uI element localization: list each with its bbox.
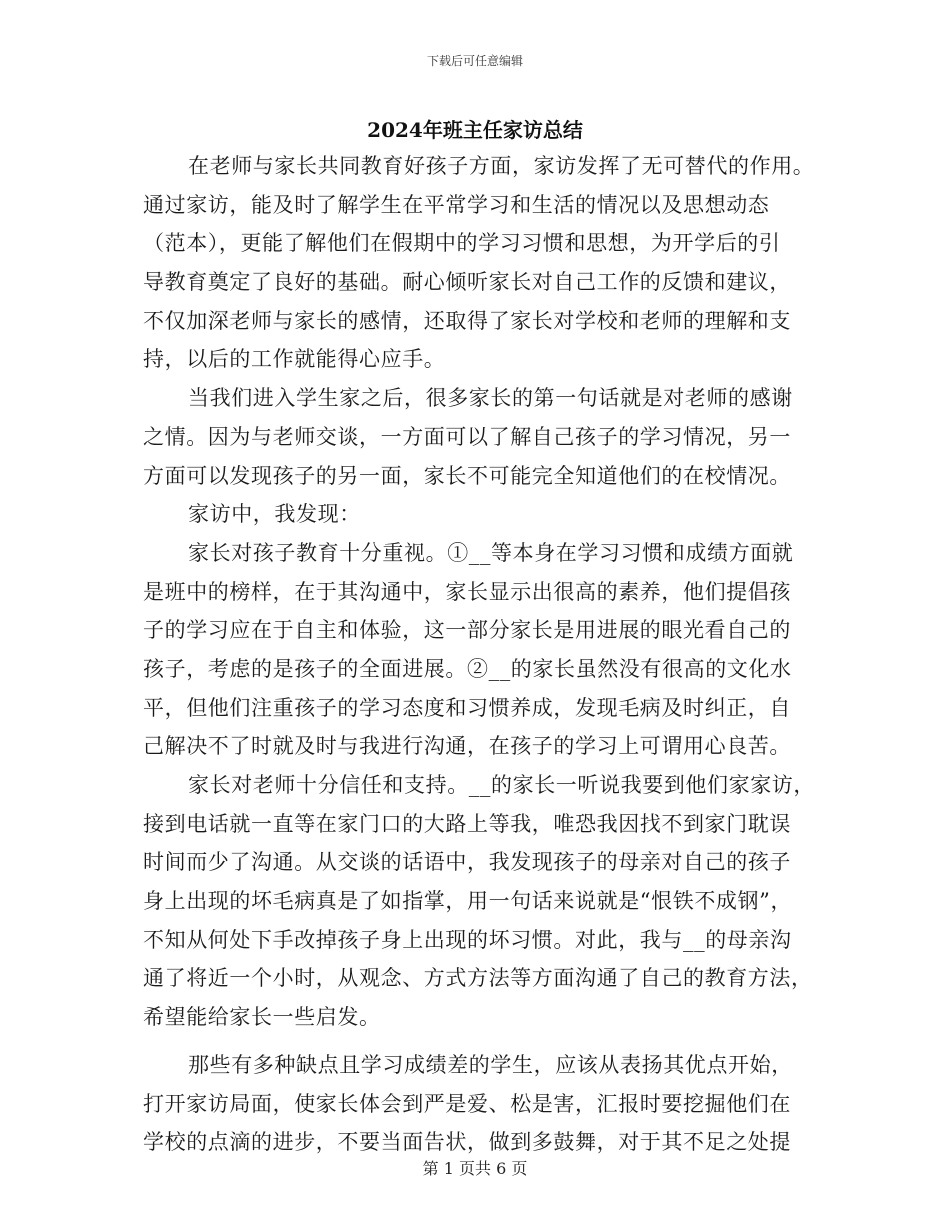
document-body [143,147,815,1162]
text-line: （范本），更能了解他们在假期中的学习习惯和思想，为开学后的引 [143,231,781,256]
text-line: 希望能给家长一些启发。 [143,1005,381,1030]
text-line: 通过家访，能及时了解学生在平常学习和生活的情况以及思想动态 [143,192,770,217]
text-line: 接到电话就一直等在家门口的大路上等我，唯恐我因找不到家门耽误 [143,811,791,836]
text-line: 己解决不了时就及时与我进行沟通，在孩子的学习上可谓用心良苦。 [143,734,791,759]
text-line: 身上出现的坏毛病真是了如指掌，用一句话来说就是“恨铁不成钢”， [143,889,793,914]
text-line: 导教育奠定了良好的基础。耐心倾听家长对自己工作的反馈和建议， [143,270,791,295]
text-line: 家访中，我发现： [188,502,361,527]
text-line: 平，但他们注重孩子的学习态度和习惯养成，发现毛病及时纠正，自 [143,695,791,720]
text-line: 之情。因为与老师交谈，一方面可以了解自己孩子的学习情况，另一 [143,424,791,449]
text-line: 家长对孩子教育十分重视。①__等本身在学习习惯和成绩方面就 [188,540,794,565]
text-line: 孩子，考虑的是孩子的全面进展。②__的家长虽然没有很高的文化水 [143,656,792,681]
page-footer: 第 1 页共 6 页 [422,1159,528,1178]
text-line: 不仅加深老师与家长的感情，还取得了家长对学校和老师的理解和支 [143,308,791,333]
text-line: 时间而少了沟通。从交谈的话语中，我发现孩子的母亲对自己的孩子 [143,850,791,875]
text-line: 是班中的榜样，在于其沟通中，家长显示出很高的素养，他们提倡孩 [143,579,791,604]
text-line: 通了将近一个小时，从观念、方式方法等方面沟通了自己的教育方法， [143,966,813,991]
text-line: 不知从何处下手改掉孩子身上出现的坏习惯。对此，我与__的母亲沟 [143,927,792,952]
text-line: 在老师与家长共同教育好孩子方面，家访发挥了无可替代的作用。 [188,154,815,178]
text-line: 方面可以发现孩子的另一面，家长不可能完全知道他们的在校情况。 [143,463,791,488]
text-line: 学校的点滴的进步，不要当面告状，做到多鼓舞，对于其不足之处提 [143,1130,791,1155]
text-line: 持，以后的工作就能得心应手。 [143,347,446,372]
text-line: 那些有多种缺点且学习成绩差的学生，应该从表扬其优点开始， [188,1052,793,1077]
text-line: 打开家访局面，使家长体会到严是爱、松是害，汇报时要挖掘他们在 [143,1091,791,1116]
document-title: 2024年班主任家访总结 [367,118,583,142]
header-note: 下载后可任意编辑 [426,54,523,68]
text-line: 子的学习应在于自主和体验，这一部分家长是用进展的眼光看自己的 [143,618,791,643]
text-line: 当我们进入学生家之后，很多家长的第一句话就是对老师的感谢 [188,386,793,411]
text-line: 家长对老师十分信任和支持。__的家长一听说我要到他们家家访， [188,773,815,797]
